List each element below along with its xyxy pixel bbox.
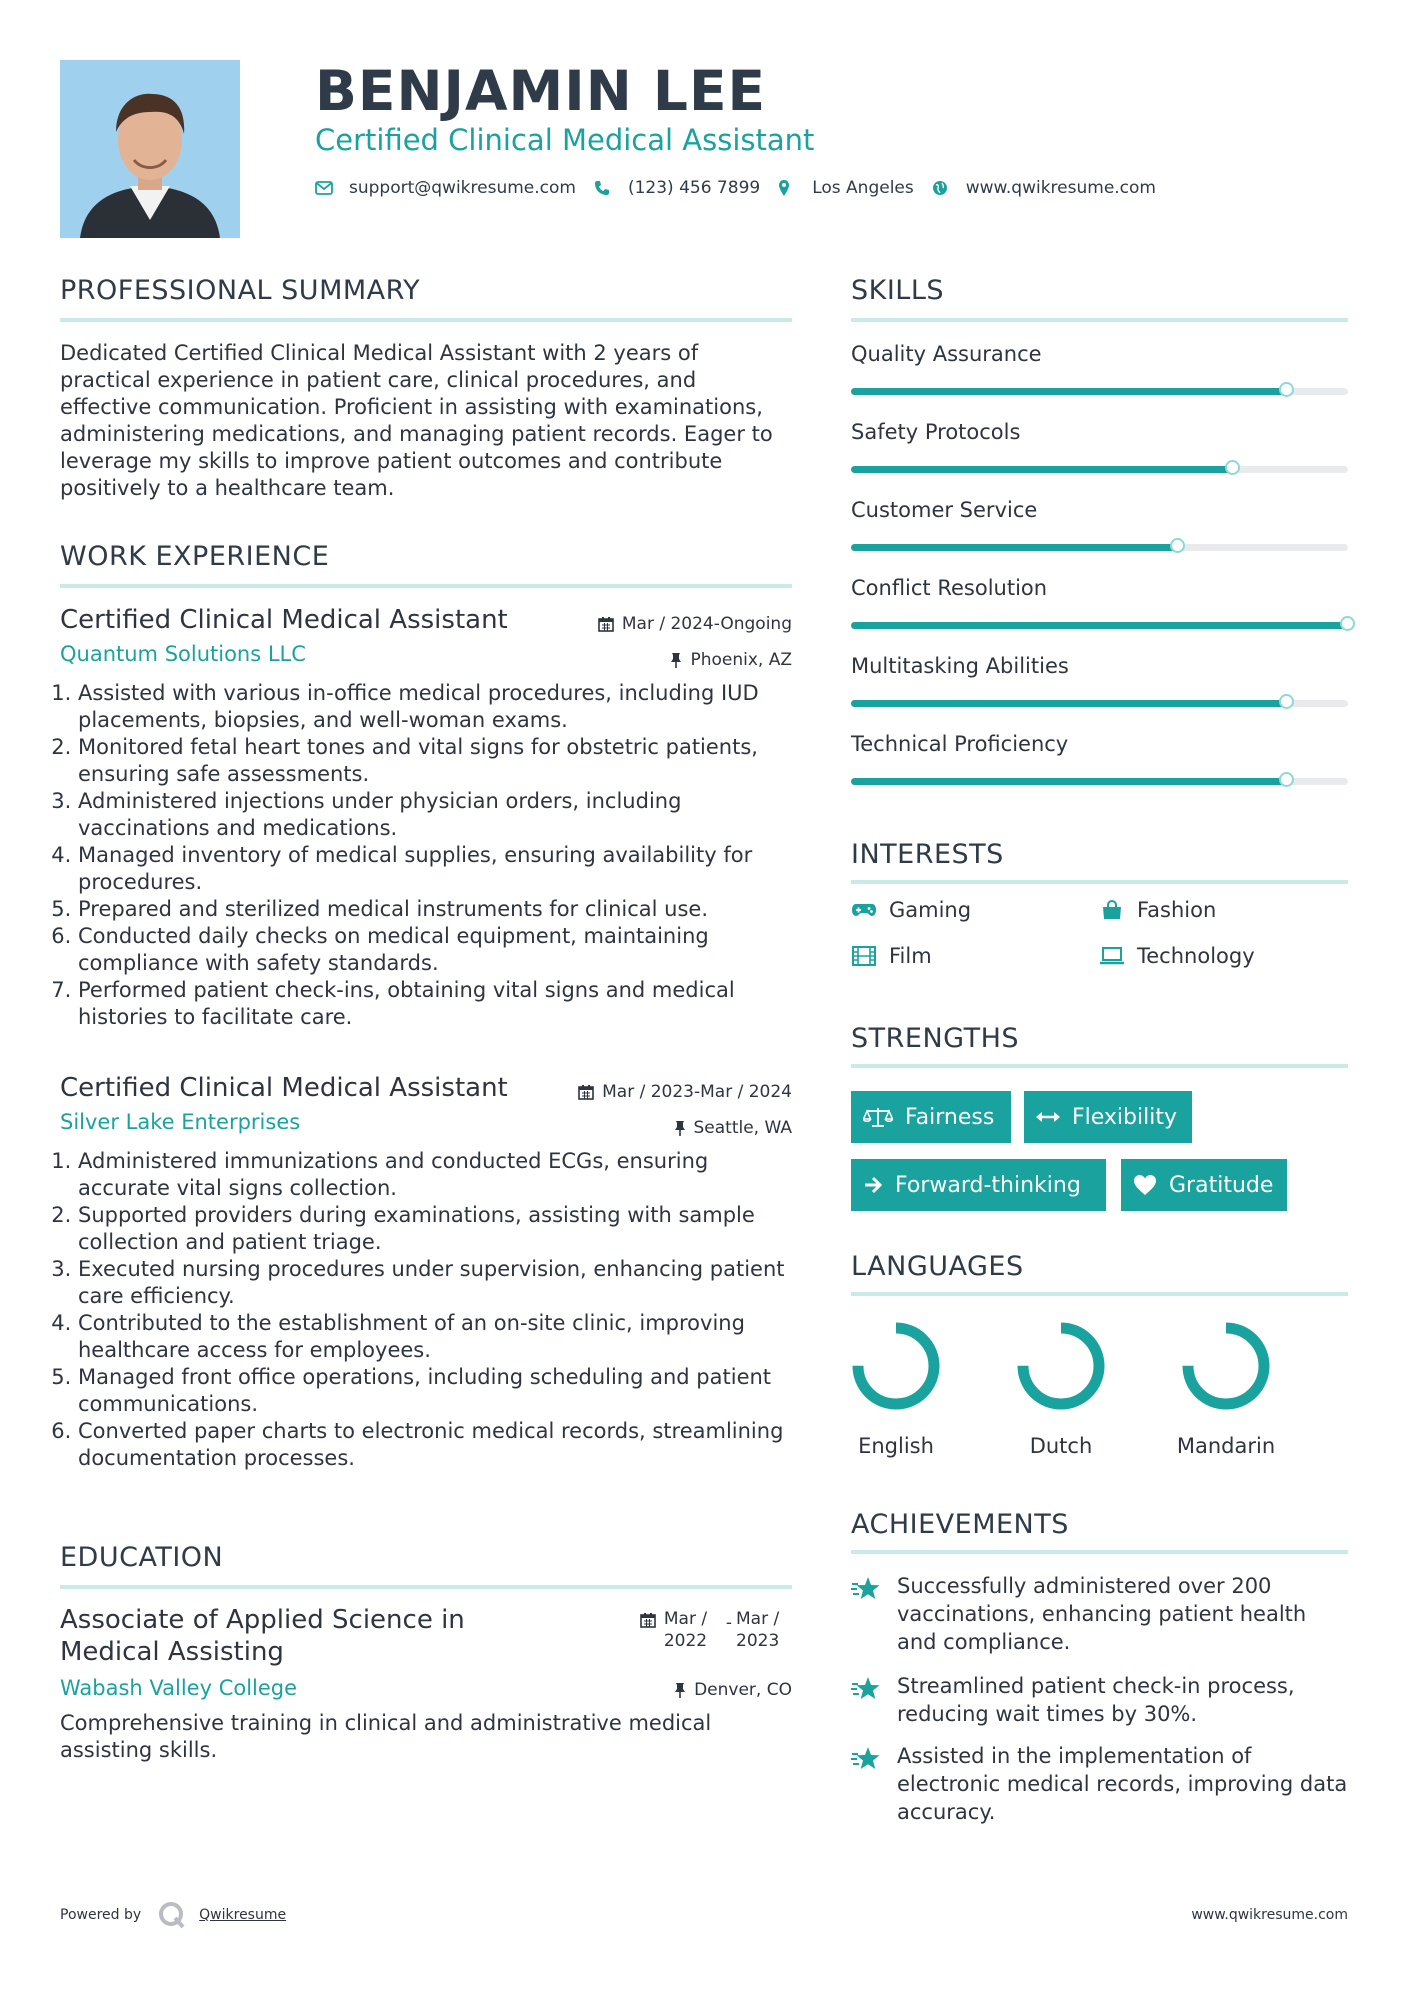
skill-bar	[851, 388, 1348, 395]
skill-bar	[851, 700, 1348, 707]
job-bullet: 7. Performed patient check-ins, obtaining vital signs and medical histories to facilitate care.	[78, 977, 792, 1031]
laptop-icon	[1099, 945, 1125, 967]
gamepad-icon	[851, 899, 877, 921]
languages-heading: LANGUAGES	[851, 1251, 1024, 1282]
skill-bar	[851, 466, 1348, 473]
degree-title: Associate of Applied Science in Medical Assisting	[60, 1605, 465, 1667]
skill-label: Safety Protocols	[851, 420, 1021, 444]
job-bullet: 3. Executed nursing procedures under supervision, enhancing patient care efficiency.	[78, 1256, 792, 1310]
skill-bar-fill	[851, 700, 1287, 707]
achievements-heading: ACHIEVEMENTS	[851, 1509, 1069, 1540]
job-title: Certified Clinical Medical Assistant	[60, 605, 508, 635]
language-ring-arc	[1188, 1328, 1264, 1404]
job-entry-1	[60, 604, 792, 1029]
language-ring-arc	[858, 1328, 934, 1404]
education-entry	[60, 1604, 792, 1784]
achievements-rule	[851, 1550, 1348, 1554]
skill-label: Customer Service	[851, 498, 1038, 522]
job-title: Certified Clinical Medical Assistant	[60, 1073, 508, 1103]
achievement-item	[851, 1672, 1348, 1728]
heart-icon	[1133, 1174, 1157, 1196]
pushpin-icon	[674, 1682, 686, 1698]
job-bullet: 2. Supported providers during examinations, assisting with sample collection and patient triage.	[78, 1202, 792, 1256]
summary-heading: PROFESSIONAL SUMMARY	[60, 275, 421, 306]
language-label: English	[858, 1434, 934, 1458]
company-name: Silver Lake Enterprises	[60, 1110, 301, 1134]
skills-heading: SKILLS	[851, 275, 945, 306]
achievement-item	[851, 1742, 1348, 1826]
arrow-right-icon	[863, 1175, 883, 1195]
strengths-heading: STRENGTHS	[851, 1023, 1020, 1054]
skill-bar-knob	[1225, 460, 1240, 475]
job-bullet: 5. Prepared and sterilized medical instruments for clinical use.	[78, 896, 792, 923]
interests-rule	[851, 880, 1348, 884]
skill-bar-fill	[851, 466, 1233, 473]
job-date: Mar / 2024-Ongoing	[598, 614, 792, 634]
skill-bar-fill	[851, 544, 1178, 551]
interest-technology: Technology	[1099, 944, 1255, 968]
star-icon	[851, 1742, 885, 1826]
job-bullets	[60, 680, 792, 1031]
skill-bar-knob	[1340, 616, 1355, 631]
skill-label: Conflict Resolution	[851, 576, 1048, 600]
job-location: Seattle, WA	[674, 1118, 793, 1138]
skill-bar-knob	[1279, 382, 1294, 397]
school-name: Wabash Valley College	[60, 1676, 298, 1700]
skill-bar-knob	[1170, 538, 1185, 553]
job-bullet: 4. Contributed to the establishment of an on-site clinic, improving healthcare access for employees.	[78, 1310, 792, 1364]
education-description: Comprehensive training in clinical and administrative medical assisting skills.	[60, 1711, 712, 1762]
language-ring-arc	[1023, 1328, 1099, 1404]
language-ring	[1001, 1318, 1121, 1414]
summary-rule	[60, 318, 792, 322]
job-bullet: 6. Converted paper charts to electronic medical records, streamlining documentation processes.	[78, 1418, 792, 1472]
skill-bar	[851, 778, 1348, 785]
interest-gaming: Gaming	[851, 898, 971, 922]
envelope-icon	[315, 179, 333, 197]
job-bullets	[60, 1148, 792, 1472]
job-location: Phoenix, AZ	[670, 650, 792, 670]
star-icon	[851, 1572, 885, 1656]
contact-phone[interactable]: (123) 456 7899	[627, 178, 761, 198]
skill-bar-fill	[851, 778, 1287, 785]
star-icon	[851, 1672, 885, 1728]
skill-label: Quality Assurance	[851, 342, 1042, 366]
achievement-item	[851, 1572, 1348, 1656]
achievements-list	[851, 1572, 1348, 1832]
pushpin-icon	[674, 1120, 686, 1136]
education-dates: Mar / 2022 - Mar / 2023	[640, 1608, 792, 1652]
profile-photo	[60, 60, 240, 238]
calendar-icon	[640, 1612, 656, 1628]
language-ring	[1166, 1318, 1286, 1414]
strength-forward-thinking: Forward-thinking	[851, 1159, 1106, 1211]
summary-text: Dedicated Certified Clinical Medical Assistant with 2 years of practical experience in patient care, clinical procedures, and effective communication. Proficient in assisting with examinations, administering medications, and managing patient records. Eager to leverage my skills to improve patient outcomes and contribute positively to a healthcare team.	[60, 341, 773, 500]
job-bullet: 2. Monitored fetal heart tones and vital signs for obstetric patients, ensuring safe assessments.	[78, 734, 792, 788]
job-bullet: 1. Administered immunizations and conducted ECGs, ensuring accurate vital signs collection.	[78, 1148, 792, 1202]
job-bullet: 4. Managed inventory of medical supplies, ensuring availability for procedures.	[78, 842, 792, 896]
skills-list	[851, 340, 1348, 800]
contact-email[interactable]: support@qwikresume.com	[349, 178, 576, 198]
contact-location: Los Angeles	[812, 178, 914, 198]
language-label: Mandarin	[1176, 1434, 1276, 1458]
language-item	[1001, 1318, 1121, 1458]
strength-fairness: Fairness	[851, 1091, 1011, 1143]
job-date: Mar / 2023-Mar / 2024	[578, 1082, 792, 1102]
achievement-text: Assisted in the implementation of electronic medical records, improving data accuracy.	[897, 1744, 1348, 1824]
experience-rule	[60, 584, 792, 588]
film-icon	[851, 945, 877, 967]
globe-icon	[932, 179, 950, 197]
skill-label: Technical Proficiency	[851, 732, 1069, 756]
job-bullet: 1. Assisted with various in-office medical procedures, including IUD placements, biopsies, and well-woman exams.	[78, 680, 792, 734]
shopping-bag-icon	[1099, 899, 1125, 921]
interest-film: Film	[851, 944, 932, 968]
education-rule	[60, 1585, 792, 1589]
skill-bar-fill	[851, 388, 1287, 395]
language-label: Dutch	[1029, 1434, 1093, 1458]
arrows-horizontal-icon	[1036, 1110, 1060, 1124]
skill-bar	[851, 622, 1348, 629]
footer-powered-by: Powered by Qwikresume	[60, 1900, 286, 1930]
interests-heading: INTERESTS	[851, 839, 1004, 870]
language-item	[1166, 1318, 1286, 1458]
languages-rule	[851, 1292, 1348, 1296]
footer-website[interactable]: www.qwikresume.com	[1191, 1907, 1348, 1923]
contact-website[interactable]: www.qwikresume.com	[965, 178, 1156, 198]
education-heading: EDUCATION	[60, 1542, 224, 1573]
phone-icon	[594, 179, 612, 197]
interests-list	[851, 898, 1348, 988]
candidate-title: Certified Clinical Medical Assistant	[315, 123, 815, 157]
calendar-icon	[598, 616, 614, 632]
skill-bar-knob	[1279, 694, 1294, 709]
experience-heading: WORK EXPERIENCE	[60, 541, 330, 572]
contact-bar	[315, 178, 1174, 198]
calendar-icon	[578, 1084, 594, 1100]
map-pin-icon	[778, 179, 796, 197]
school-location: Denver, CO	[674, 1680, 792, 1700]
skill-bar-fill	[851, 622, 1348, 629]
strength-gratitude: Gratitude	[1121, 1159, 1287, 1211]
achievement-text: Streamlined patient check-in process, reducing wait times by 30%.	[897, 1674, 1295, 1726]
candidate-name: BENJAMIN LEE	[315, 59, 767, 123]
language-item	[836, 1318, 956, 1458]
strength-flexibility: Flexibility	[1024, 1091, 1192, 1143]
skill-label: Multitasking Abilities	[851, 654, 1069, 678]
skills-rule	[851, 318, 1348, 322]
job-entry-2	[60, 1072, 792, 1492]
interest-fashion: Fashion	[1099, 898, 1216, 922]
strengths-rule	[851, 1064, 1348, 1068]
skill-bar	[851, 544, 1348, 551]
balance-scale-icon	[863, 1106, 893, 1128]
job-bullet: 6. Conducted daily checks on medical equipment, maintaining compliance with safety standards.	[78, 923, 792, 977]
achievement-text: Successfully administered over 200 vaccinations, enhancing patient health and compliance.	[897, 1574, 1307, 1654]
language-ring	[836, 1318, 956, 1414]
qwikresume-link[interactable]: Qwikresume	[199, 1907, 287, 1923]
pushpin-icon	[670, 652, 682, 668]
company-name: Quantum Solutions LLC	[60, 642, 306, 666]
qwikresume-logo-icon	[157, 1900, 187, 1930]
job-bullet: 3. Administered injections under physician orders, including vaccinations and medications.	[78, 788, 792, 842]
job-bullet: 5. Managed front office operations, including scheduling and patient communications.	[78, 1364, 792, 1418]
skill-bar-knob	[1279, 772, 1294, 787]
